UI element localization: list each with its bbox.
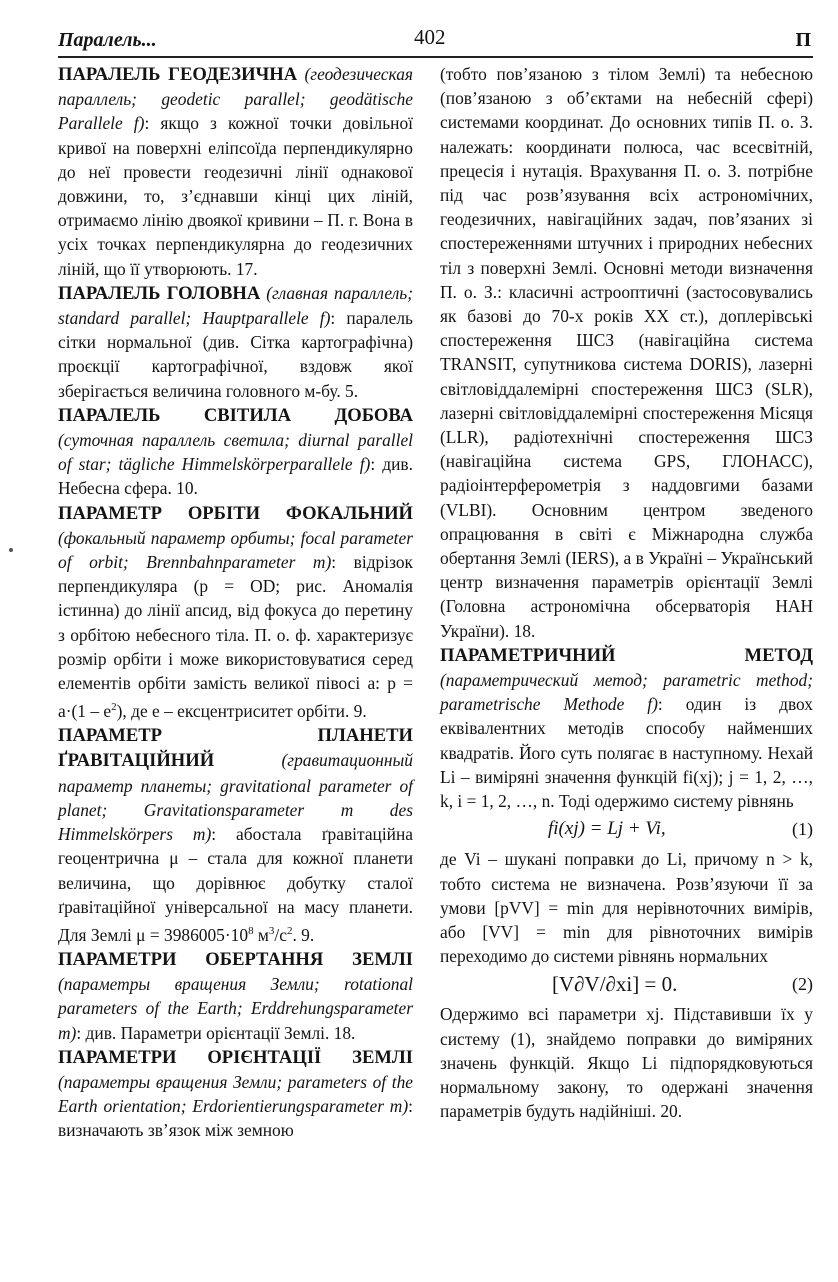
equation-2: [440, 970, 813, 1000]
entry-synonyms: (гравитационный параметр планеты; gravitational parameter of planet; Gravitationsparameter m des Himmelskörpers m): [58, 750, 413, 845]
equation-number: (2): [792, 974, 813, 995]
exponent: 2: [111, 701, 117, 714]
formula-text: fi(xj) = Lj + Vi,: [548, 818, 666, 840]
page-number: 402: [414, 25, 446, 49]
exponent: 3: [268, 924, 275, 937]
unit-part: м: [253, 924, 269, 945]
running-header: [58, 22, 813, 58]
left-column: [58, 62, 413, 1143]
entry-term: ПАРАЛЕЛЬ СВІТИЛА ДОБОВА: [58, 404, 413, 426]
entry-term: ПАРАМЕТРИ ОРІЄНТАЦІЇ ЗЕМЛІ: [58, 1046, 413, 1068]
entry-parametr-planety: [58, 723, 413, 947]
entry-parametry-obertannia: [58, 947, 413, 1045]
entry-paralel-geodezychna: [58, 62, 413, 281]
entry-term: ПАРАМЕТРИ ОБЕРТАННЯ ЗЕМЛІ: [58, 948, 413, 970]
entry-body-tail: ), де e – ексцентриситет орбіти. 9.: [116, 701, 367, 722]
entry-term: ПАРАЛЕЛЬ ГЕОДЕЗИЧНА: [58, 64, 298, 85]
entry-body: : якщо з кожної точки довільної кривої на поверхні еліпсоїда перпендикулярно до неї провести геодезичні лінії однакової довжини, то, з’єднавши кінці цих ліній, отримаємо лінію двоякої кривини – П. г. Вона в усіх точках перпендикулярна до геодезичних ліній, що її утворюють. 17.: [58, 113, 413, 279]
entry-synonyms: (фокальный параметр орбиты; focal parameter of orbit; Brennbahnparameter m): [58, 527, 413, 573]
entry-parametry-oriientatsii: [58, 1045, 413, 1143]
exponent: 2: [286, 924, 293, 937]
equation-number: (1): [792, 819, 813, 840]
entry-synonyms: (параметры вращения Земли; rotational parameters of the Earth; Erddrehungsparameter m): [58, 974, 413, 1043]
entry-body: : один із двох еквівалентних методів способу найменших квадратів. Його суть полягає в наступному. Нехай Li – виміряні значення функцій fi(xj); j = 1, 2, …, k, i = 1, 2, …, n. Тоді одержимо систему рівнянь: [440, 694, 813, 812]
entry-body: : див. Небесна сфера. 10.: [58, 454, 413, 499]
entry-synonyms: (главная параллель; standard parallel; Hauptparallele f): [58, 282, 413, 329]
entry-body-tail: . 9.: [292, 924, 315, 945]
entry-parametr-orbity: [58, 501, 413, 724]
entry-synonyms: (суточная параллель светила; diurnal parallel of star; tägliche Himmelskörperparallele f): [58, 430, 413, 475]
entry-body: : абостала ґравітаційна геоцентрична μ – стала для кожної планети величина, що дорівнює добутку сталої ґравітаційної універсальної на масу планети. Для Землі μ = 3986005·10: [58, 824, 414, 945]
entry-body: : визначають зв’язок між земною: [58, 1096, 413, 1141]
equation-1: [440, 815, 813, 845]
entry-paralel-holovna: [58, 281, 413, 403]
entry-term: ПАРАМЕТРИЧНИЙ МЕТОД: [440, 644, 813, 666]
right-column: [440, 62, 813, 1123]
entry-synonyms: (параметры вращения Земли; parameters of the Earth orientation; Erdorientierungsparameter m): [58, 1071, 413, 1117]
exponent: 8: [248, 924, 254, 937]
entry-body-continued: де Vi – шукані поправки до Li, причому n > k, тобто система не визначена. Розв’язуючи її за умови [pVV] = min для нерівноточних вимірів, або [VV] = min для рівноточних вимірів переходимо до системи рівнянь нормальних: [440, 849, 813, 967]
entry-body: : див. Параметри орієнтації Землі. 18.: [76, 1022, 356, 1043]
entry-paralel-svityla: [58, 403, 413, 501]
entry-term: ПАРАМЕТР ОРБІТИ ФОКАЛЬНИЙ: [58, 502, 413, 524]
entry-term: ПАРАМЕТР ПЛАНЕТИ ҐРАВІТАЦІЙНИЙ: [58, 725, 413, 772]
entry-body-final: Одержимо всі параметри xj. Підставивши їх у систему (1), знайдемо поправки до виміряних значень функцій. Якщо Li підпорядковуються нормальному закону, то одержані значення параметрів будуть надійніші. 20.: [440, 1004, 813, 1122]
margin-dot: [9, 548, 13, 552]
unit-part: /с: [274, 924, 287, 945]
entry-body: : паралель сітки нормальної (див. Сітка картографічна) проєкції картографічної, вздовж якої зберігається величина головного м-бу. 5.: [58, 308, 413, 401]
section-letter: П: [795, 29, 811, 51]
entry-parametrychnyi-metod: [440, 643, 813, 813]
entry-body: : відрізок перпендикуляра (p = OD; рис. Аномалія істинна) до лінії апсид, від фокуса до перетину з орбітою небесного тіла. П. о. ф. характеризує розмір орбіти і може використовуватися серед елементів орбіти замість великої півосі a: p = a·(1 – e: [58, 552, 413, 722]
entry-continuation: (тобто пов’язаною з тілом Землі) та небесною (пов’язаною з об’єктами на небесній сфері) системами координат. До основних типів П. о. З. належать: координати полюса, час всесвітній, прецесія і нутація. Врахування П. о. З. потрібне під час розв’язування всіх астрономічних, геодезичних, навігаційних задач, пов’язаних зі спостереженнями штучних і природних небесних тіл з поверхні Землі. Основні методи визначення П. о. З.: класичні астрооптичні (застосовувались як базові до 70-х років ХХ ст.), доплерівські спостереження ШСЗ (навігаційна система TRANSIT, супутникова система DORIS), лазерні світловіддалемірні спостереження ШСЗ (SLR), лазерні світловіддалемірні спостереження Місяця (LLR), радіотехнічні спостереження ШСЗ (навігаційна система GPS, ГЛОНАСС), радіоінтерферометрія з наддовгими базами (VLBI). Основним центром зведеного опрацювання в світі є Міжнародна служба обертання Землі (IERS), а в Україні – Український центр визначення параметрів орієнтації Землі (Головна астрономічна обсерваторія НАН України). 18.: [440, 64, 813, 641]
entry-synonyms: (геодезическая параллель; geodetic parallel; geodätische Parallele f): [58, 64, 413, 134]
formula-text: [V∂V/∂xi] = 0.: [552, 972, 678, 997]
running-head-entry: Паралель...: [58, 29, 157, 51]
entry-term: ПАРАЛЕЛЬ ГОЛОВНА: [58, 282, 261, 304]
entry-synonyms: (параметрический метод; parametric method; parametrische Methode f): [440, 670, 813, 715]
